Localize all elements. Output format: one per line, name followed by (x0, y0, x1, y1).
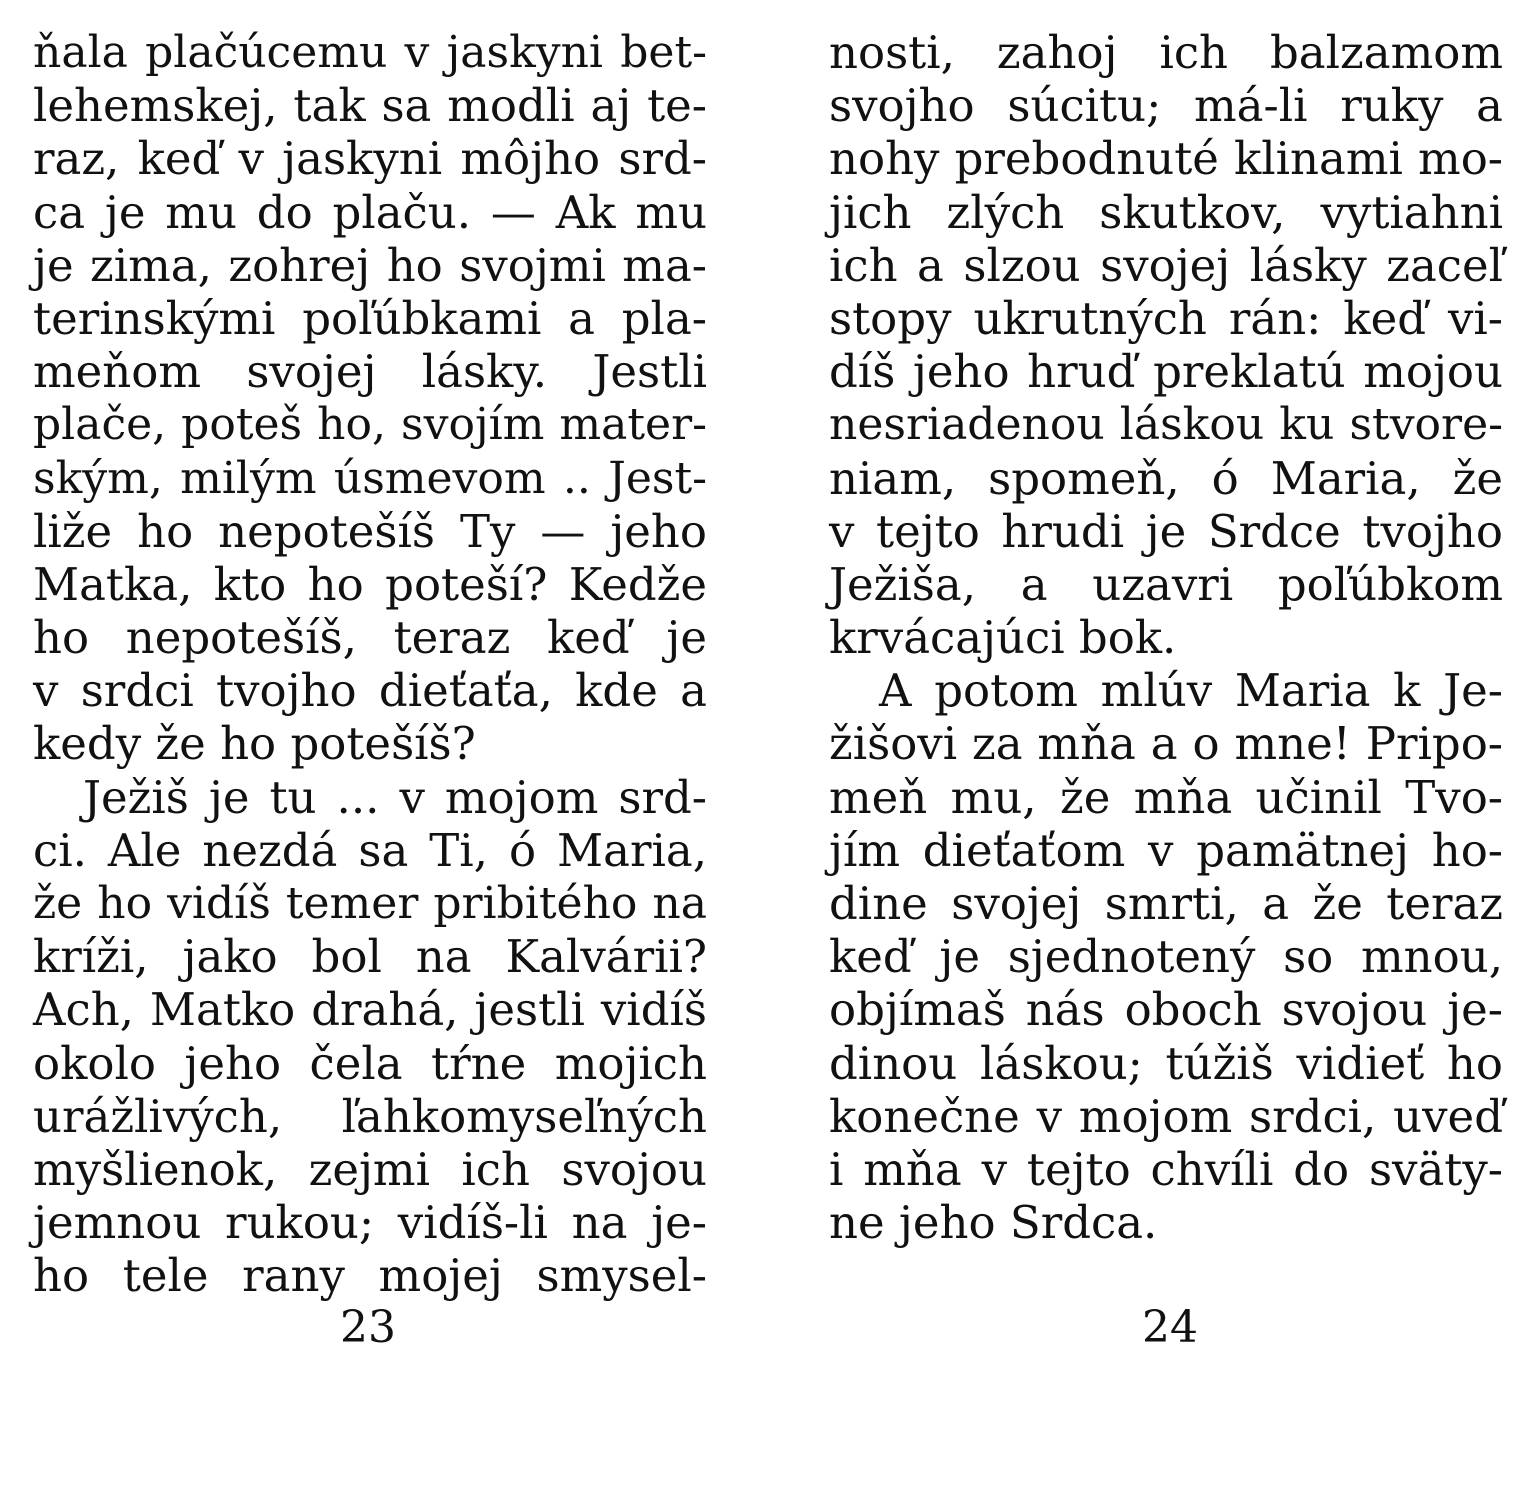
text-line: jich zlých skutkov, vytiahni (829, 185, 1503, 239)
text-line: nesriadenou láskou ku stvore- (829, 399, 1503, 451)
page-left (33, 26, 707, 1303)
text-line: kríži, jako bol na Kalvárii? (33, 930, 707, 984)
text-line: v srdci tvojho dieťaťa, kde a (33, 664, 707, 718)
text-line: objímaš nás oboch svojou je- (829, 983, 1503, 1037)
text-line: nosti, zahoj ich balzamom (829, 26, 1503, 79)
text-line: Ach, Matko drahá, jestli vidíš (33, 983, 707, 1037)
paragraph-end-line: krvácajúci bok. (829, 611, 1177, 665)
text-line: ským, milým úsmevom .. Jest- (33, 452, 707, 504)
text-line: keď je sjednotený so mnou, (829, 930, 1503, 984)
text-line: Ježiša, a uzavri poľúbkom (829, 557, 1503, 611)
text-line: je zima, zohrej ho svojmi ma- (33, 238, 707, 292)
text-line: terinskými poľúbkami a pla- (33, 291, 707, 345)
text-line: ho nepotešíš, teraz keď je (33, 611, 707, 665)
text-line: žišovi za mňa a o mne! Pripo- (829, 717, 1503, 771)
paragraph-start-line: Ježiš je tu ... v mojom srd- (83, 770, 707, 824)
text-line: ca je mu do plaču. — Ak mu (33, 185, 707, 239)
paragraph-end-line: ne jeho Srdca. (829, 1196, 1158, 1250)
text-line: lehemskej, tak sa modli aj te- (33, 79, 707, 133)
text-line: i mňa v tejto chvíli do sväty- (829, 1142, 1503, 1196)
text-line: že ho vidíš temer pribitého na (33, 878, 707, 929)
text-line: dine svojej smrti, a že teraz (829, 877, 1503, 930)
text-line: jemnou rukou; vidíš-li na je- (33, 1196, 707, 1250)
text-line: jím dieťaťom v pamätnej ho- (829, 823, 1503, 877)
text-line: díš jeho hruď preklatú mojou (829, 345, 1503, 399)
text-line: niam, spomeň, ó Maria, že (829, 451, 1503, 505)
text-line: raz, keď v jaskyni môjho srd- (33, 132, 707, 186)
text-line: ňala plačúcemu v jaskyni bet- (33, 27, 707, 78)
paragraph-end-line: kedy že ho potešíš? (33, 717, 476, 771)
text-line: Matka, kto ho poteší? Kedže (33, 557, 707, 611)
text-line: meňom svojej lásky. Jestli (33, 345, 707, 399)
text-line: liže ho nepotešíš Ty — jeho (33, 504, 707, 558)
text-line: konečne v mojom srdci, uveď (829, 1089, 1503, 1143)
text-line: ci. Ale nezdá sa Ti, ó Maria, (33, 823, 707, 877)
text-line: nohy prebodnuté klinami mo- (829, 132, 1503, 186)
text-line: meň mu, že mňa učinil Tvo- (829, 770, 1503, 824)
text-line: ich a slzou svojej lásky zaceľ (829, 238, 1503, 292)
text-line: myšlienok, zejmi ich svojou (33, 1142, 707, 1196)
text-line: stopy ukrutných rán: keď vi- (829, 291, 1503, 345)
page-number-right: 24 (1142, 1302, 1198, 1353)
text-line: v tejto hrudi je Srdce tvojho (829, 504, 1503, 558)
text-line: plače, poteš ho, svojím mater- (33, 399, 707, 451)
text-line: ho tele rany mojej smysel- (33, 1249, 707, 1303)
page-right (829, 26, 1503, 1249)
page-number-left: 23 (340, 1302, 396, 1353)
text-line: urážlivých, ľahkomyseľných (33, 1089, 707, 1143)
text-line: okolo jeho čela tŕne mojich (33, 1036, 707, 1090)
text-line: svojho súcitu; má-li ruky a (829, 79, 1503, 133)
text-line: dinou láskou; túžiš vidieť ho (829, 1036, 1503, 1090)
paragraph-start-line: A potom mlúv Maria k Je- (879, 664, 1503, 718)
